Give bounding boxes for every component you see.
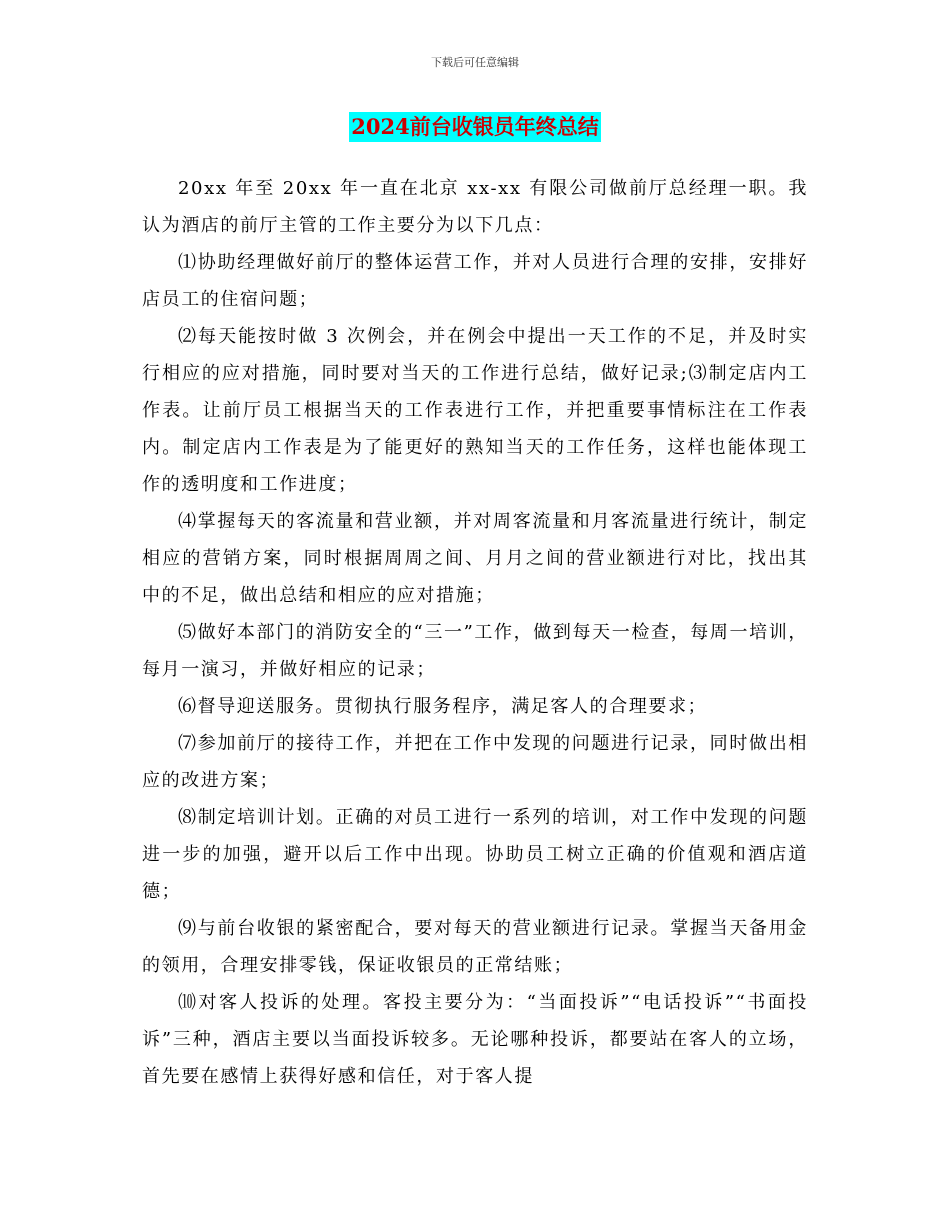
- title-container: [0, 112, 950, 142]
- paragraph-item-7: ⑺参加前厅的接待工作，并把在工作中发现的问题进行记录，同时做出相应的改进方案；: [142, 733, 808, 791]
- page-header-note: 下载后可任意编辑: [431, 56, 519, 69]
- paragraph-item-6: ⑹督导迎送服务。贯彻执行服务程序，满足客人的合理要求；: [178, 696, 708, 717]
- paragraph-item-5: ⑸做好本部门的消防安全的“三一”工作，做到每天一检查，每周一培训，每月一演习，并做好相应的记录；: [142, 622, 808, 680]
- paragraph-item-9: ⑼与前台收银的紧密配合，要对每天的营业额进行记录。掌握当天备用金的领用，合理安排零钱，保证收银员的正常结账；: [142, 918, 808, 976]
- paragraph-intro: 20xx 年至 20xx 年一直在北京 xx-xx 有限公司做前厅总经理一职。我认为酒店的前厅主管的工作主要分为以下几点：: [142, 178, 808, 236]
- paragraph-item-10: ⑽对客人投诉的处理。客投主要分为：“当面投诉”“电话投诉”“书面投诉”三种，酒店主要以当面投诉较多。无论哪种投诉，都要站在客人的立场，首先要在感情上获得好感和信任，对于客人提: [142, 992, 808, 1087]
- paragraph-item-2-3: ⑵每天能按时做 3 次例会，并在例会中提出一天工作的不足，并及时实行相应的应对措施，同时要对当天的工作进行总结，做好记录;⑶制定店内工作表。让前厅员工根据当天的工作表进行工作，并把重要事情标注在工作表内。制定店内工作表是为了能更好的熟知当天的工作任务，这样也能体现工作的透明度和工作进度；: [142, 326, 808, 495]
- paragraph-item-4: ⑷掌握每天的客流量和营业额，并对周客流量和月客流量进行统计，制定相应的营销方案，同时根据周周之间、月月之间的营业额进行对比，找出其中的不足，做出总结和相应的应对措施；: [142, 511, 808, 606]
- paragraph-item-8: ⑻制定培训计划。正确的对员工进行一系列的培训，对工作中发现的问题进一步的加强，避开以后工作中出现。协助员工树立正确的价值观和酒店道德；: [142, 807, 808, 902]
- document-title: 2024前台收银员年终总结: [349, 112, 600, 142]
- paragraph-item-1: ⑴协助经理做好前厅的整体运营工作，并对人员进行合理的安排，安排好店员工的住宿问题；: [142, 252, 808, 310]
- document-body: [142, 170, 808, 1095]
